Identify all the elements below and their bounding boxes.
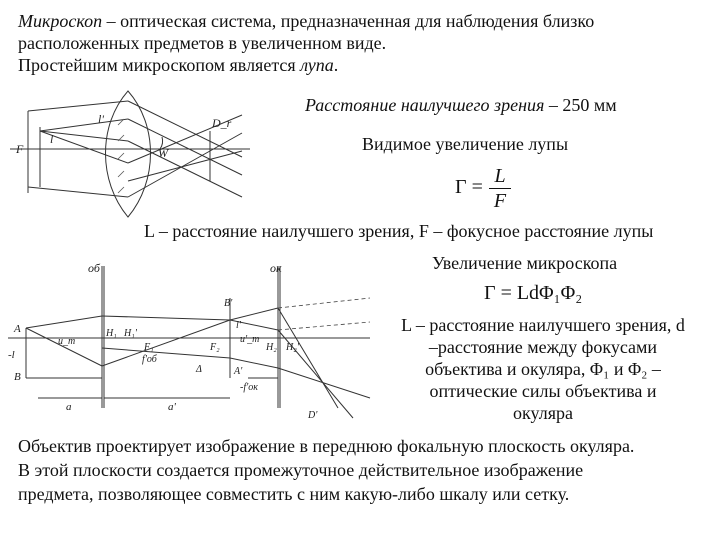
label-f-ob: f'об <box>142 354 157 365</box>
intro-line-1-rest: – оптическая система, предназначенная для наблюдения близко <box>102 11 595 31</box>
label-H2: H₂ <box>266 342 277 353</box>
label-W: W <box>158 146 168 160</box>
label-um-prime: u'_m <box>240 334 260 345</box>
microscope-formula: Γ = LdΦ₁Φ₂ <box>484 282 583 304</box>
conclusion-line-2: В этой плоскости создается промежуточное действительное изображение <box>18 460 584 480</box>
loupe-diagram <box>10 85 250 225</box>
label-um: u_m <box>58 336 76 347</box>
label-A-prime: A' <box>234 366 243 377</box>
intro-line-2: расположенных предметов в увеличенном виде. <box>18 33 387 53</box>
microscope-desc-5: окуляра <box>513 403 573 423</box>
label-ob: об <box>88 261 100 275</box>
label-a-prime: a' <box>168 401 176 413</box>
lens-shape <box>106 91 151 217</box>
label-H1-prime: H₁' <box>124 328 137 339</box>
fraction-bar <box>489 188 511 189</box>
label-l-prime-mic: l' <box>236 320 241 331</box>
label-B: B <box>14 371 21 383</box>
label-delta: Δ <box>196 364 202 375</box>
loupe-formula-den: F <box>493 190 507 212</box>
conclusion-line-1: Объектив проектирует изображение в переднюю фокальную плоскость окуляра. <box>18 436 635 456</box>
microscope-desc-3: объектива и окуляра, Φ₁ и Φ₂ – <box>425 359 661 379</box>
microscope-title: Увеличение микроскопа <box>432 253 618 273</box>
loupe-formula-num: L <box>494 165 506 187</box>
loupe-formula-fraction <box>489 165 511 212</box>
label-minus-l: -l <box>8 349 15 361</box>
label-B-prime: B' <box>224 298 233 309</box>
loupe-formula <box>455 165 515 212</box>
intro-line-1 <box>18 10 594 32</box>
label-A: A <box>14 323 21 335</box>
conclusion-line-3: предмета, позволяющее совместить с ним какую-либо шкалу или сетку. <box>18 484 570 504</box>
loupe-formula-lhs: Γ = <box>455 176 483 198</box>
intro-line-3 <box>18 54 338 76</box>
best-distance-label: Расстояние наилучшего зрения <box>305 95 545 115</box>
microscope-desc-1: L – расстояние наилучшего зрения, d <box>401 315 685 335</box>
label-l: l <box>50 132 54 146</box>
loupe-legend: L – расстояние наилучшего зрения, F – фокусное расстояние лупы <box>144 221 654 241</box>
best-distance <box>305 94 617 116</box>
loupe-magnification-title: Видимое увеличение лупы <box>362 134 569 154</box>
intro-line-3-start: Простейшим микроскопом является <box>18 55 301 75</box>
term-microscope: Микроскоп <box>18 11 103 31</box>
label-D-prime: D' <box>308 410 318 421</box>
label-F: F <box>16 142 24 156</box>
intro-line-3-end: . <box>333 55 339 75</box>
label-ok: ок <box>270 261 282 275</box>
label-F1: F₁ <box>144 342 154 353</box>
term-loupe: лупа <box>300 55 334 75</box>
microscope-diagram <box>8 258 373 428</box>
microscope-desc-2: –расстояние между фокусами <box>428 337 658 357</box>
label-F2: F₂ <box>210 342 220 353</box>
label-H1: H₁ <box>106 328 117 339</box>
label-Dr: D_r <box>212 116 232 130</box>
label-l-prime: l' <box>98 112 104 126</box>
label-f-ok: -f'ок <box>240 382 258 393</box>
best-distance-value: – 250 мм <box>544 95 617 115</box>
label-H2-prime: H₂' <box>286 342 299 353</box>
label-a: a <box>66 401 72 413</box>
microscope-desc-4: оптические силы объектива и <box>429 381 657 401</box>
